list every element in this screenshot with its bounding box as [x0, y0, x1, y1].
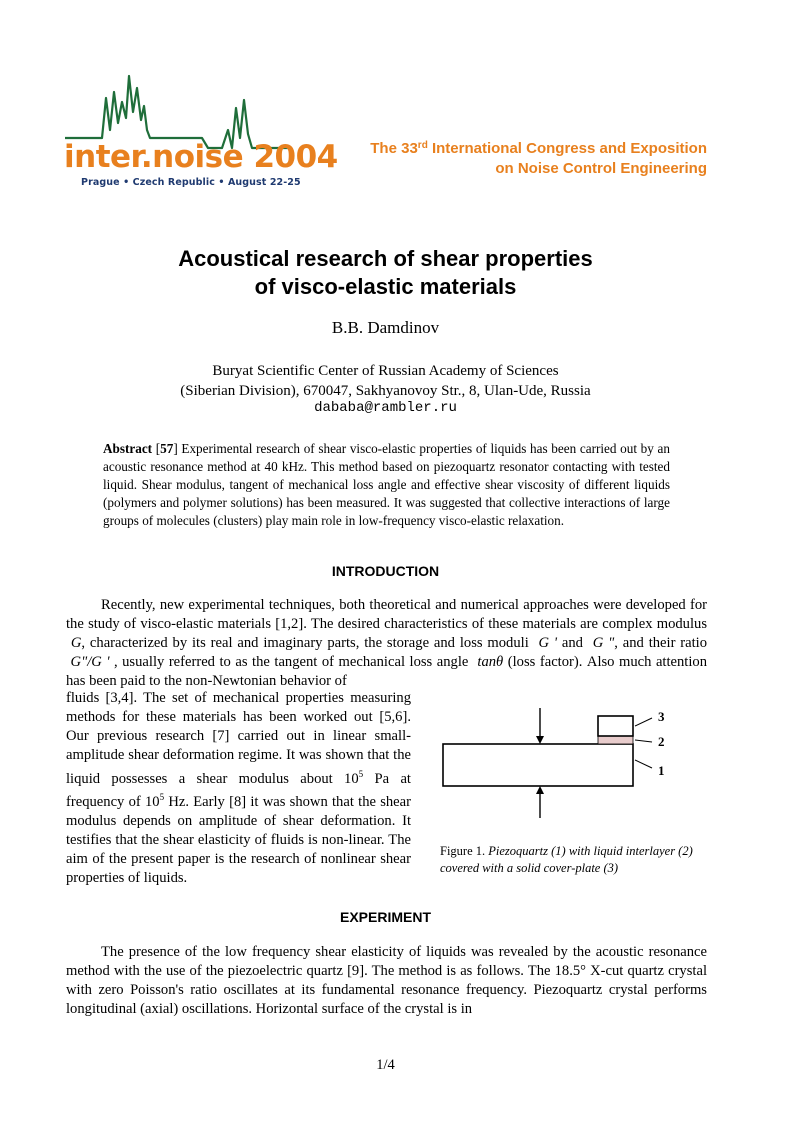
author: B.B. Damdinov: [331, 318, 440, 337]
author-email[interactable]: dababa@rambler.ru: [314, 400, 457, 416]
page-number: 1/4: [376, 1057, 395, 1073]
figure-1-diagram: [432, 700, 682, 820]
abstract: Abstract [57] Experimental research of shear visco-elastic properties of liquids has been carried out by an acoustic resonance method at 40 kHz. This method based on piezoquartz resonator contacting with tested liquid. Shear modulus, tangent of mechanical loss angle and effective shear viscosity of different liquids (polymers and polymer solutions) has been measured. It was suggested that collective interactions of large groups of molecules (clusters) play main role in low-frequency visco-elastic relaxation.: [103, 441, 670, 529]
intro-paragraph: Recently, new experimental techniques, both theoretical and numerical approaches were developed for the study of visco-elastic materials [1,2]. The desired characteristics of these materials are complex modulus G, characterized by its real and imaginary parts, the storage and loss moduli G ' and G ", and their ratio G"/G ' , usually referred to as the tangent of mechanical loss angle tanθ (loss factor). Also much attention has been paid to the non-Newtonian behavior of: [66, 597, 708, 689]
figure-1-caption: Figure 1. Piezoquartz (1) with liquid interlayer (2) covered with a solid cover-plate (3): [440, 844, 693, 875]
affiliation: Buryat Scientific Center of Russian Academy of Sciences (Siberian Division), 670047, Sakhyanovoy Str., 8, Ulan-Ude, Russia: [180, 363, 591, 399]
logo-subtitle: Prague • Czech Republic • August 22-25: [81, 177, 301, 188]
paper-title: Acoustical research of shear properties of visco-elastic materials: [178, 246, 593, 299]
intro-paragraph-continued: fluids [3,4]. The set of mechanical properties measuring methods for these materials has been worked out [5,6]. Our previous research [7] carried out in linear small-amplitude shear deformation regime. It was shown that the liquid possesses a shear modulus about $10^5$ Pa at frequency of $10^5$ Hz. Early [8] it was shown that the shear modulus depends on amplitude of shear deformation. It testifies that the shear elasticity of fluids is non-linear. The aim of the present paper is the research of nonlinear shear properties of liquids.: [66, 690, 412, 886]
conference-header: The 33rd International Congress and Exposition on Noise Control Engineering: [370, 140, 707, 177]
heading-experiment: EXPERIMENT: [339, 909, 431, 925]
piezoquartz-block: [443, 744, 633, 786]
logo-wordmark: inter.noise 2004: [64, 139, 338, 175]
label-3: 3: [658, 709, 665, 724]
experiment-paragraph: The presence of the low frequency shear elasticity of liquids was revealed by the acoustic resonance method with the use of the piezoelectric quartz [9]. The method is as follows. The 18.5° X-cut quartz crystal with zero Poisson's ratio oscillates at its fundamental resonance frequency. Piezoquartz crystal performs longitudinal (axial) oscillations. Horizontal surface of the crystal is in: [66, 944, 707, 1017]
heading-introduction: INTRODUCTION: [331, 563, 440, 579]
cover-plate: [598, 716, 633, 736]
liquid-interlayer: [598, 736, 633, 744]
label-2: 2: [658, 734, 665, 749]
label-1: 1: [658, 763, 665, 778]
